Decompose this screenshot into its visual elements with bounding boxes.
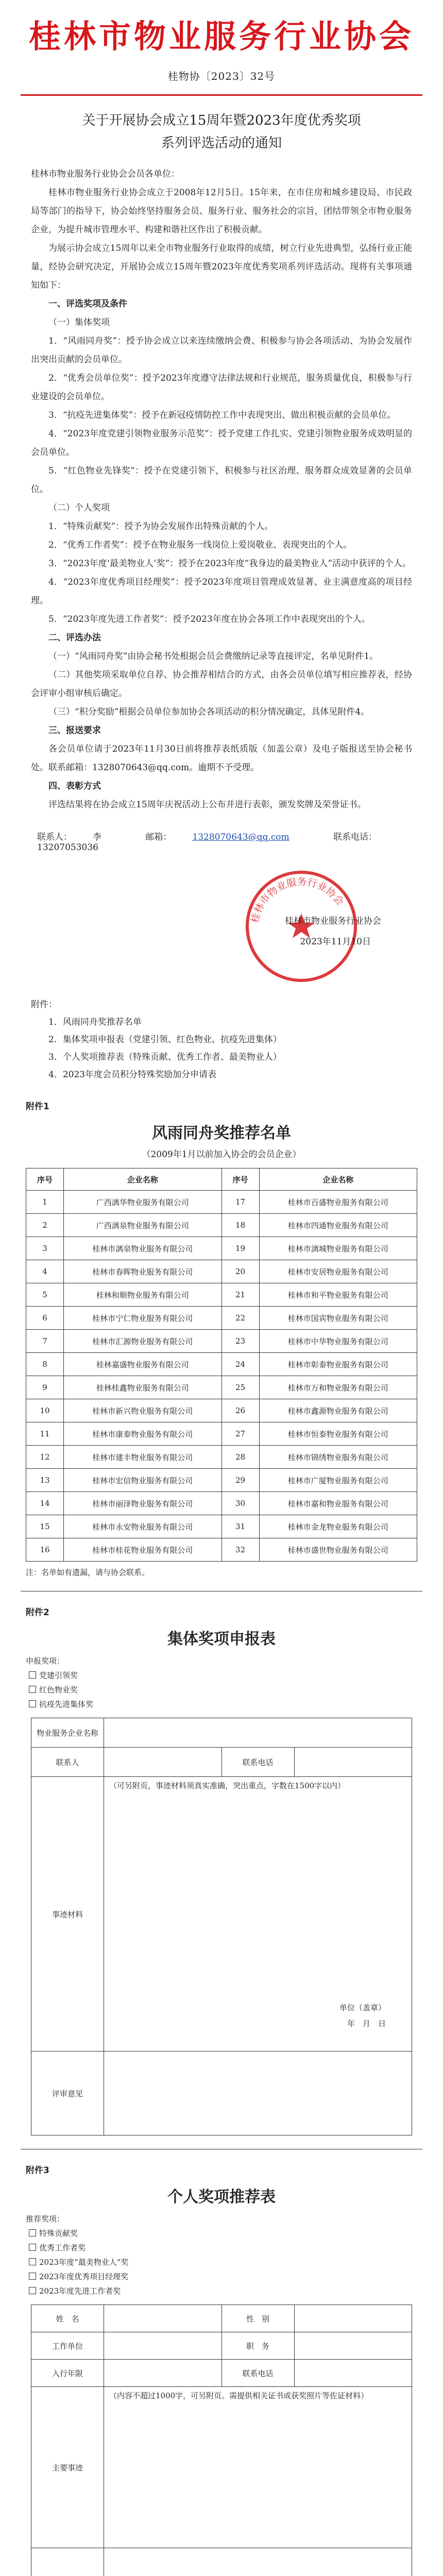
section-item: 3．“2023年度‘最美物业人’奖”：授予在2023年度“我身边的最美物业人”活动中获评的个人。 [48, 558, 411, 569]
field-label: 评审意见 [31, 2052, 104, 2136]
row-number-cell: 23 [222, 1330, 259, 1353]
attachment-2-label: 附件2 [26, 1607, 49, 1618]
company-name-cell: 桂林市建丰物业服务有限公司 [64, 1446, 222, 1469]
company-name-cell: 桂林市四通物业服务有限公司 [259, 1214, 417, 1237]
paragraph: 桂林市物业服务行业协会成立于2008年12月5日。15年来，在市住房和城乡建设局、市民政局等部门的指导下，协会始终坚持服务会员、服务行业、服务社会的宗旨，团结带领全市物业服务企业，为提升城市管理水平、构建和谐社区作出了积极贡献。 [31, 188, 412, 235]
award-choice[interactable] [26, 2284, 443, 2298]
field-label: 职 务 [222, 2332, 294, 2360]
company-name-cell: 桂林市康泰物业服务有限公司 [64, 1422, 222, 1446]
work-unit-field[interactable] [104, 2332, 222, 2360]
table-row [26, 1515, 417, 1538]
name-field[interactable] [104, 2305, 222, 2332]
field-label: 入行年限 [31, 2360, 104, 2387]
company-name-cell: 桂林市万和物业服务有限公司 [259, 1376, 417, 1399]
company-name-cell: 桂林市漓城物业服务有限公司 [259, 1237, 417, 1260]
choice-text: 优秀工作者奖 [39, 2243, 86, 2252]
checkbox-icon[interactable] [29, 1671, 36, 1679]
column-header: 序号 [26, 1168, 64, 1191]
company-name-cell: 广西漓华物业服务有限公司 [64, 1191, 222, 1214]
row-number-cell: 1 [26, 1191, 64, 1214]
field-label [31, 2548, 104, 2576]
table-note: 注：名单如有遗漏，请与协会联系。 [26, 1568, 150, 1577]
field-label: 事迹材料 [31, 1777, 104, 2052]
field-label: 联系人 [31, 1748, 104, 1777]
position-field[interactable] [294, 2332, 412, 2360]
table-row [26, 1283, 417, 1307]
award-choice[interactable] [26, 1668, 443, 1683]
table-row [26, 1422, 417, 1446]
attachment-1-label: 附件1 [26, 1101, 49, 1112]
recommendation-table [26, 1168, 417, 1562]
company-name-cell: 桂林市宏信物业服务有限公司 [64, 1469, 222, 1492]
company-name-cell: 桂林市广厦物业服务有限公司 [259, 1469, 417, 1492]
notice-title [0, 109, 443, 155]
checkbox-icon[interactable] [29, 2287, 36, 2294]
row-number-cell: 4 [26, 1260, 64, 1283]
checkbox-icon[interactable] [29, 2273, 36, 2280]
row-number-cell: 31 [222, 1515, 259, 1538]
company-name-cell: 桂林市彰泰物业服务有限公司 [259, 1353, 417, 1376]
signature-org: 桂林市物业服务行业协会 [285, 916, 381, 926]
personal-award-choice-group [0, 2212, 443, 2298]
attachment-3-title: 个人奖项推荐表 [167, 2188, 276, 2206]
column-header: 企业名称 [259, 1168, 417, 1191]
section-heading: 二、评选办法 [48, 633, 101, 643]
row-number-cell: 26 [222, 1399, 259, 1422]
document-number: 桂物协〔2023〕32号 [167, 70, 276, 82]
notice-title-line-2: 系列评选活动的通知 [161, 135, 282, 151]
field-label: 姓 名 [31, 2305, 104, 2332]
section-item: 5．“2023年度先进工作者奖”：授予2023年度在协会各项工作中表现突出的个人。 [48, 614, 370, 624]
table-row [26, 1399, 417, 1422]
checkbox-icon[interactable] [29, 1686, 36, 1693]
table-row [26, 1307, 417, 1330]
unit-opinion-field[interactable] [104, 2548, 412, 2576]
choice-text: 2023年度先进工作者奖 [39, 2286, 121, 2296]
table-header-row [26, 1168, 417, 1191]
row-number-cell: 28 [222, 1446, 259, 1469]
table-row [26, 1353, 417, 1376]
award-choice[interactable] [26, 2255, 443, 2269]
phone-field[interactable] [294, 2360, 412, 2387]
row-number-cell: 11 [26, 1422, 64, 1446]
row-number-cell: 20 [222, 1260, 259, 1283]
section-item: 3．“抗疫先进集体奖”：授予在新冠疫情防控工作中表现突出、做出积极贡献的会员单位。 [48, 410, 396, 420]
contact-email [145, 832, 310, 842]
contact-person-value: 李 [93, 832, 101, 842]
contact-person [37, 832, 122, 842]
row-number-cell: 21 [222, 1283, 259, 1307]
company-name-cell: 桂林市锦绣物业服务有限公司 [259, 1446, 417, 1469]
row-number-cell: 27 [222, 1422, 259, 1446]
row-number-cell: 5 [26, 1283, 64, 1307]
company-name-cell: 桂林市汇源物业服务有限公司 [64, 1330, 222, 1353]
section-item: （二）个人奖项 [48, 503, 110, 513]
company-name-cell: 桂林市安居物业服务有限公司 [259, 1260, 417, 1283]
personal-award-form [31, 2304, 412, 2576]
company-name-cell: 桂林市中华物业服务有限公司 [259, 1330, 417, 1353]
years-field[interactable] [104, 2360, 222, 2387]
field-label: 联系电话 [222, 1748, 294, 1777]
row-number-cell: 7 [26, 1330, 64, 1353]
section-item: 1．“特殊贡献奖”：授予为协会发展作出特殊贡献的个人。 [48, 521, 274, 532]
signature-block [0, 857, 443, 996]
table-row [26, 1237, 417, 1260]
company-name-cell: 桂林市金龙物业服务有限公司 [259, 1515, 417, 1538]
masthead [0, 0, 443, 96]
company-name-cell: 桂林市百盛物业服务有限公司 [259, 1191, 417, 1214]
row-number-cell: 15 [26, 1515, 64, 1538]
section-heading: 三、报送要求 [48, 725, 101, 736]
contact-line [31, 825, 412, 857]
award-choice[interactable] [26, 2269, 443, 2284]
section-heading: 四、表彰方式 [48, 781, 101, 791]
column-header: 企业名称 [64, 1168, 222, 1191]
table-row [26, 1469, 417, 1492]
table-row [26, 1446, 417, 1469]
company-name-cell: 桂林市新兴物业服务有限公司 [64, 1399, 222, 1422]
seal-text: 桂林市物业服务行业协会 [249, 876, 346, 924]
section-item: 2．“优秀工作者奖”：授予在物业服务一线岗位上爱岗敬业、表现突出的个人。 [48, 540, 352, 550]
row-number-cell: 6 [26, 1307, 64, 1330]
contact-phone-label: 联系电话： [333, 832, 378, 842]
company-name-cell: 桂林和顺物业服务有限公司 [64, 1283, 222, 1307]
section-item: 评选结果将在协会成立15周年庆祝活动上公布并进行表彰，颁发奖牌及荣誉证书。 [48, 800, 366, 810]
row-number-cell: 3 [26, 1237, 64, 1260]
company-name-cell: 桂林市宁仁物业服务有限公司 [64, 1307, 222, 1330]
deeds-field[interactable] [104, 2387, 412, 2548]
contact-phone-value: 13207053036 [37, 842, 98, 853]
company-name-cell: 桂林市盛世物业服务有限公司 [259, 1538, 417, 1562]
choice-text: 2023年度“最美物业人”奖 [39, 2258, 129, 2267]
section-item: （一）“风雨同舟奖”由协会秘书处根据会员会费缴纳记录等直接评定，名单见附件1。 [48, 651, 379, 662]
table-row [26, 1214, 417, 1237]
row-number-cell: 18 [222, 1214, 259, 1237]
unit-seal-label: 单位（盖章） [339, 2003, 386, 2012]
company-name-cell: 桂林市鑫源物业服务有限公司 [259, 1399, 417, 1422]
company-name-cell: 桂林嘉盛物业服务有限公司 [64, 1353, 222, 1376]
section-item: 2．“优秀会员单位奖”：授予2023年度遵守法律法规和行业规范，服务质量优良，积极参与行业建设的会员单位。 [31, 373, 412, 402]
company-name-cell: 桂林市漓泉物业服务有限公司 [64, 1237, 222, 1260]
company-name-cell: 桂林市恒泰物业服务有限公司 [259, 1422, 417, 1446]
row-number-cell: 13 [26, 1469, 64, 1492]
row-number-cell: 25 [222, 1376, 259, 1399]
checkbox-icon[interactable] [29, 2244, 36, 2251]
company-name-cell: 桂林市国宾物业服务有限公司 [259, 1307, 417, 1330]
company-name-cell: 桂林市春晖物业服务有限公司 [64, 1260, 222, 1283]
attachments-list [0, 996, 443, 1083]
award-choice[interactable] [26, 1697, 443, 1711]
choice-text: 党建引领奖 [39, 1671, 78, 1680]
deeds-hint: （可另附页，事迹材料须真实准确，突出重点，字数在1500字以内） [109, 1781, 346, 1790]
gender-field[interactable] [294, 2305, 412, 2332]
paragraph: 为展示协会成立15周年以来全市物业服务行业取得的成绩，树立行业先进典型，弘扬行业正能量，经协会研究决定，开展协会成立15周年暨2023年度优秀奖项系列评选活动。现将有关事项通知如下： [31, 243, 412, 291]
org-title: 桂林市物业服务行业协会 [28, 18, 414, 55]
row-number-cell: 14 [26, 1492, 64, 1515]
column-header: 序号 [222, 1168, 259, 1191]
award-choice[interactable] [26, 2226, 443, 2241]
attachment-1-title: 风雨同舟奖推荐名单 [152, 1124, 291, 1142]
table-row [26, 1330, 417, 1353]
table-row [26, 1492, 417, 1515]
award-choice-group [0, 1654, 443, 1711]
opinion-field[interactable] [104, 2052, 412, 2136]
section-item: （一）集体奖项 [48, 317, 110, 328]
table-row [26, 1376, 417, 1399]
choice-text: 特殊贡献奖 [39, 2229, 78, 2238]
row-number-cell: 24 [222, 1353, 259, 1376]
section-item: 5．“红色物业先锋奖”：授予在党建引领下，积极参与社区治理、服务群众成效显著的会员单位。 [31, 466, 412, 495]
row-number-cell: 22 [222, 1307, 259, 1330]
collective-award-form [31, 1718, 412, 2136]
choice-label: 推荐奖项： [26, 2214, 65, 2224]
field-label: 物业服务企业名称 [31, 1718, 104, 1748]
attachment-3-label: 附件3 [26, 2165, 49, 2176]
choice-text: 2023年度优秀项目经理奖 [39, 2272, 129, 2281]
attachment-item: 2．集体奖项申报表（党建引领、红色物业、抗疫先进集体） [48, 1035, 282, 1045]
salutation: 桂林市物业服务行业协会会员各单位： [31, 169, 180, 179]
company-name-cell: 桂林市嘉和物业服务有限公司 [259, 1492, 417, 1515]
company-name-cell: 桂林桂鑫物业服务有限公司 [64, 1376, 222, 1399]
choice-label: 申报奖项： [26, 1656, 65, 1666]
award-choice[interactable] [26, 2241, 443, 2255]
table-row [26, 1191, 417, 1214]
checkbox-icon[interactable] [29, 1700, 36, 1707]
date-label: 年 月 日 [347, 2019, 386, 2028]
choice-text: 抗疫先进集体奖 [39, 1700, 94, 1709]
section-item: 4．“2023年度优秀项目经理奖”：授予2023年度项目管理成效显著、业主满意度高的项目经理。 [31, 577, 412, 606]
row-number-cell: 10 [26, 1399, 64, 1422]
section-item: （三）“积分奖励”根据会员单位参加协会各项活动的积分情况确定，具体见附件4。 [48, 707, 370, 717]
section-item: （二）其他奖项采取单位自荐、协会推荐相结合的方式，由各会员单位填写相应推荐表，经协会评审小组审核后确定。 [31, 670, 412, 699]
company-name-cell: 桂林市永安物业服务有限公司 [64, 1515, 222, 1538]
section-heading: 一、评选奖项及条件 [48, 299, 127, 309]
section-item: 1．“风雨同舟奖”：授予协会成立以来连续缴纳会费、积极参与协会各项活动、为协会发展作出突出贡献的会员单位。 [31, 336, 412, 365]
deeds-field[interactable] [104, 1777, 412, 2052]
notice-title-line-1: 关于开展协会成立15周年暨2023年度优秀奖项 [82, 113, 361, 128]
field-label: 性 别 [222, 2305, 294, 2332]
field-label: 工作单位 [31, 2332, 104, 2360]
row-number-cell: 17 [222, 1191, 259, 1214]
company-name-cell: 桂林市和平物业服务有限公司 [259, 1283, 417, 1307]
attachment-1-subtitle: （2009年1月以前加入协会的会员企业） [142, 1149, 301, 1160]
checkbox-icon[interactable] [29, 2229, 36, 2236]
phone-field[interactable] [294, 1748, 412, 1777]
row-number-cell: 9 [26, 1376, 64, 1399]
row-number-cell: 29 [222, 1469, 259, 1492]
red-divider [21, 94, 422, 96]
table-row [26, 1260, 417, 1283]
company-field[interactable] [104, 1718, 412, 1748]
signature-date: 2023年11月10日 [300, 937, 371, 947]
field-label: 主要事迹 [31, 2387, 104, 2548]
official-seal-icon [242, 867, 361, 986]
attachment-item: 4．2023年度会员积分特殊奖励加分申请表 [48, 1070, 217, 1080]
row-number-cell: 16 [26, 1538, 64, 1562]
contact-email-value[interactable]: 1328070643@qq.com [192, 832, 289, 842]
row-number-cell: 12 [26, 1446, 64, 1469]
contact-person-label: 联系人： [37, 832, 72, 842]
attachment-item: 3．个人奖项推荐表（特殊贡献、优秀工作者、最美物业人） [48, 1052, 282, 1062]
attachment-2-title: 集体奖项申报表 [167, 1630, 276, 1648]
company-name-cell: 广西漓泉物业服务有限公司 [64, 1214, 222, 1237]
contact-email-label: 邮箱： [145, 832, 172, 842]
section-item: 4．“2023年度党建引领物业服务示范奖”：授予党建工作扎实、党建引领物业服务成效明显的会员单位。 [31, 429, 412, 457]
choice-text: 红色物业奖 [39, 1685, 78, 1694]
row-number-cell: 8 [26, 1353, 64, 1376]
attachment-item: 1．风雨同舟奖推荐名单 [48, 1017, 142, 1027]
row-number-cell: 30 [222, 1492, 259, 1515]
deeds-hint: （内容不超过1000字，可另附页。需提供相关证书或获奖照片等佐证材料） [109, 2391, 369, 2400]
company-name-cell: 桂林市丽泽物业服务有限公司 [64, 1492, 222, 1515]
company-name-cell: 桂林市桂花物业服务有限公司 [64, 1538, 222, 1562]
section-item: 各会员单位请于2023年11月30日前将推荐表纸质版（加盖公章）及电子版报送至协会秘书处。联系邮箱：1328070643@qq.com。逾期不予受理。 [31, 744, 412, 773]
row-number-cell: 2 [26, 1214, 64, 1237]
table-row [26, 1538, 417, 1562]
row-number-cell: 19 [222, 1237, 259, 1260]
attachments-label: 附件： [31, 999, 57, 1010]
field-label: 联系电话 [222, 2360, 294, 2387]
row-number-cell: 32 [222, 1538, 259, 1562]
notice-body [0, 165, 443, 814]
award-choice[interactable] [26, 1683, 443, 1697]
table-body [26, 1191, 417, 1562]
checkbox-icon[interactable] [29, 2258, 36, 2265]
contact-field[interactable] [104, 1748, 222, 1777]
